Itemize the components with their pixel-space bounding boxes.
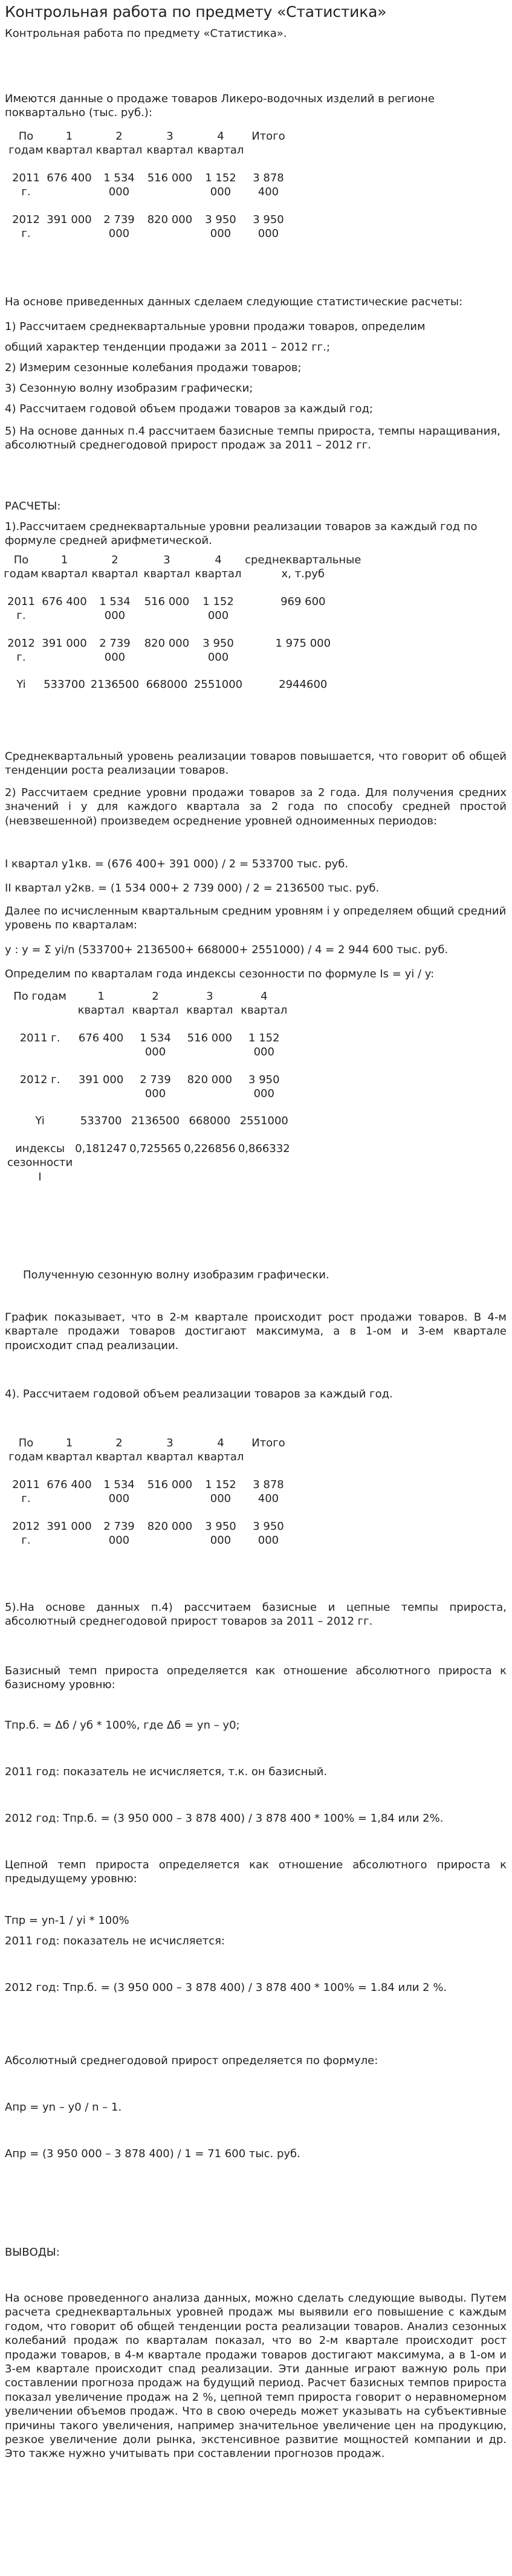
- table-row: [7, 1519, 291, 1548]
- task-item: общий характер тенденции продажи за 2011 – 2012 гг.;: [5, 341, 331, 354]
- table-cell: 2 739 000: [140, 1073, 171, 1100]
- table-header-cell: По годам: [8, 130, 44, 157]
- graph-intro: Полученную сезонную волну изобразим графически.: [23, 1269, 329, 1281]
- table-cell: 2011 г.: [12, 171, 40, 199]
- task-item: 2) Измерим сезонные колебания продажи товаров;: [5, 361, 302, 374]
- table-cell: 2551000: [239, 1115, 288, 1128]
- table-header-cell: 3 квартал: [146, 1437, 193, 1464]
- base-growth-formula: Tпр.б. = Δб / yб * 100%, где Δб = yn – y0;: [5, 1719, 240, 1732]
- table-row: [7, 1478, 291, 1506]
- table-cell: 676 400: [42, 595, 87, 608]
- table-header-row: [7, 1436, 291, 1464]
- table-header-cell: 2 квартал: [132, 990, 179, 1017]
- table-cell: 1 152 000: [205, 1478, 236, 1506]
- table-cell: 1 534 000: [140, 1031, 171, 1059]
- table-cell: 1 534 000: [99, 595, 131, 623]
- table-header-cell: 1 квартал: [41, 554, 88, 581]
- overall-average-paragraph: Далее по исчисленным квартальным средним уровням i у определяем общий средний уровень по кварталам:: [5, 905, 507, 932]
- table-cell: 820 000: [187, 1073, 233, 1086]
- table-cell: 516 000: [187, 1031, 233, 1044]
- page-title: Контрольная работа по предмету «Статистика»: [5, 3, 387, 21]
- absolute-growth-definition: Абсолютный среднегодовой прирост определяется по формуле:: [5, 2054, 378, 2067]
- table-cell: 516 000: [147, 1478, 193, 1491]
- table-cell: 3 950 000: [205, 213, 236, 240]
- table-header-cell: 2 квартал: [91, 554, 138, 581]
- table-cell: 2 739 000: [99, 636, 131, 664]
- table-cell: 1 152 000: [248, 1031, 280, 1059]
- table-cell: 391 000: [47, 213, 92, 226]
- table-header-cell: 4 квартал: [195, 554, 242, 581]
- table-cell: 533700: [44, 678, 85, 691]
- overall-average-formula: y : y = Σ yi/n (533700+ 2136500+ 668000+ 2551000) / 4 = 2 944 600 тыс. руб.: [5, 943, 449, 956]
- table-header-row: [2, 553, 362, 581]
- seasonality-index-paragraph: Определим по кварталам года индексы сезонности по формуле Is = yi / y:: [5, 968, 435, 980]
- table-cell: 3 878 400: [253, 171, 284, 199]
- table-cell: 2136500: [131, 1115, 180, 1128]
- trend-paragraph: Среднеквартальный уровень реализации товаров повышается, что говорит об общей тенденции роста реализации товаров.: [5, 750, 507, 777]
- table-cell: 2944600: [279, 678, 328, 691]
- table-header-cell: 4 квартал: [197, 1437, 244, 1464]
- table-header-cell: 3 квартал: [146, 130, 193, 157]
- conclusions-heading: ВЫВОДЫ:: [5, 2246, 60, 2259]
- table-cell: 2012 г.: [12, 1519, 40, 1547]
- table-row: [2, 595, 362, 623]
- table-header-cell: 1 квартал: [46, 1437, 92, 1464]
- table-cell: 676 400: [47, 171, 92, 184]
- table-header-cell: Итого: [251, 1437, 285, 1449]
- table-cell: 2011 г.: [7, 595, 35, 623]
- table-cell: 1 152 000: [205, 171, 236, 199]
- table-header-row: [7, 129, 291, 158]
- table-row: [6, 1114, 291, 1128]
- calc2-paragraph: 2) Рассчитаем средние уровни продажи товаров за 2 года. Для получения средних значений i у для каждого квартала за 2 года по способу средней простой (невзвешенной) произведем осреднение уровней одноименных периодов:: [5, 786, 507, 827]
- table-cell: 820 000: [147, 1519, 193, 1533]
- table-cell: 391 000: [47, 1519, 92, 1533]
- table-cell: 2 739 000: [103, 1519, 135, 1547]
- table-cell: 3 878 400: [253, 1478, 284, 1506]
- graph-description: График показывает, что в 2-м квартале происходит рост продажи товаров. В 4-м квартале продажи товаров достигают максимума, а в 1-ом и 3-ем квартале происходит спад реализации.: [5, 1311, 507, 1352]
- table-header-cell: По годам: [13, 990, 66, 1003]
- table-header-cell: По годам: [4, 554, 39, 581]
- table-cell: 0,866332: [238, 1142, 290, 1155]
- chain-growth-formula: Tпр = yn-1 / yi * 100%: [5, 1914, 129, 1927]
- table-cell: 3 950 000: [253, 213, 284, 240]
- table-cell: 0,725565: [129, 1142, 181, 1155]
- average-levels-table: [2, 553, 362, 692]
- table-cell: 0,226856: [183, 1142, 236, 1155]
- table-cell: 2012 г.: [19, 1073, 60, 1086]
- base-growth-2012: 2012 год: Tпр.б. = (3 950 000 – 3 878 400) / 3 878 400 * 100% = 1,84 или 2%.: [5, 1812, 444, 1825]
- table-cell: 676 400: [78, 1031, 124, 1044]
- table-cell: 3 950 000: [248, 1073, 280, 1100]
- table-cell: 2011 г.: [12, 1478, 40, 1506]
- table-cell: 3 950 000: [205, 1519, 236, 1547]
- tasks-intro: На основе приведенных данных сделаем следующие статистические расчеты:: [5, 296, 463, 308]
- table-cell: 1 534 000: [103, 171, 135, 199]
- table-header-cell: 3 квартал: [186, 990, 233, 1017]
- table-cell: Yi: [35, 1115, 45, 1128]
- absolute-growth-formula: Aпр = yn – y0 / n – 1.: [5, 2101, 122, 2114]
- table-header-cell: 4 квартал: [241, 990, 288, 1017]
- base-growth-2011: 2011 год: показатель не исчисляется, т.к. он базисный.: [5, 1765, 328, 1778]
- table-row: [7, 213, 291, 241]
- chain-growth-definition: Цепной темп прироста определяется как отношение абсолютного прироста к предыдущему уровню:: [5, 1859, 507, 1886]
- table-header-cell: 2 квартал: [96, 1437, 143, 1464]
- task-item: 3) Сезонную волну изобразим графически;: [5, 382, 253, 395]
- intro-paragraph: Имеются данные о продаже товаров Ликеро-водочных изделий в регионе поквартально (тыс. руб.):: [5, 92, 435, 120]
- chain-growth-2011: 2011 год: показатель не исчисляется:: [5, 1935, 225, 1947]
- subtitle: Контрольная работа по предмету «Статистика».: [5, 27, 287, 40]
- tasks-list: [5, 317, 507, 453]
- seasonality-table: [6, 989, 291, 1184]
- absolute-growth-calculation: Aпр = (3 950 000 – 3 878 400) / 1 = 71 600 тыс. руб.: [5, 2147, 300, 2160]
- table-row: [7, 171, 291, 199]
- table-header-row: [6, 989, 291, 1018]
- task-item: 5) На основе данных п.4 рассчитаем базисные темпы прироста, темпы наращивания, абсолютный среднегодовой прирост продаж за 2011 – 2012 гг.: [5, 425, 501, 452]
- quarter1-average: I квартал y1кв. = (676 400+ 391 000) / 2 = 533700 тыс. руб.: [5, 858, 349, 870]
- calc4-paragraph: 4). Рассчитаем годовой объем реализации товаров за каждый год.: [5, 1388, 393, 1400]
- table-cell: 1 534 000: [103, 1478, 135, 1506]
- conclusions-paragraph: На основе проведенного анализа данных, можно сделать следующие выводы. Путем расчета среднеквартальных уровней продаж мы выявили его повышение с каждым годом, что говорит об общей тенденции роста реализации товаров. Анализ сезонных колебаний продаж по кварталам показал, что во 2-м квартале происходит рост продажи товаров, в 4-м квартале продажи товаров достигают максимума, а в 1-ом и 3-ем квартале происходит спад реализации. Эти данные играют важную роль при составлении прогноза продаж на будущий период. Расчет базисных темпов прироста показал увеличение продаж на 2 %, цепной темп прироста говорит о неравномерном увеличении объемов продаж. Что в свою очередь может указывать на субъективные причины такого увеличения, например значительное увеличение цен на продукцию, резкое увеличение доли рынка, экстенсивное развитие мощностей компании и др. Это также нужно учитывать при составлении прогнозов продаж.: [5, 2292, 507, 2461]
- table-row: [6, 1031, 291, 1060]
- table-cell: 1 152 000: [203, 595, 234, 623]
- table-cell: индексы сезонности I: [7, 1142, 73, 1183]
- table-cell: Yi: [16, 678, 26, 691]
- task-item: 4) Рассчитаем годовой объем продажи товаров за каждый год;: [5, 403, 373, 415]
- table-row: [6, 1073, 291, 1101]
- task-item: 1) Рассчитаем среднеквартальные уровни продажи товаров, определим: [5, 320, 426, 333]
- table-header-cell: 3 квартал: [143, 554, 190, 581]
- table-cell: 969 600: [280, 595, 326, 608]
- table-header-cell: 2 квартал: [96, 130, 143, 157]
- table-cell: 820 000: [144, 636, 190, 650]
- table-cell: 391 000: [78, 1073, 124, 1086]
- table-cell: 0,181247: [75, 1142, 128, 1155]
- table-cell: 820 000: [147, 213, 193, 226]
- table-cell: 1 975 000: [275, 636, 331, 650]
- table-cell: 3 950 000: [253, 1519, 284, 1547]
- sales-table: [7, 129, 291, 241]
- quarter2-average: II квартал y2кв. = (1 534 000+ 2 739 000) / 2 = 2136500 тыс. руб.: [5, 882, 380, 895]
- table-cell: 3 950 000: [203, 636, 234, 664]
- calculations-heading: РАСЧЕТЫ:: [5, 500, 61, 513]
- table-header-cell: 1 квартал: [46, 130, 92, 157]
- table-cell: 2136500: [90, 678, 140, 691]
- table-cell: 516 000: [147, 171, 193, 184]
- table-cell: 668000: [146, 678, 188, 691]
- table-cell: 676 400: [47, 1478, 92, 1491]
- table-row: [2, 636, 362, 665]
- table-cell: 516 000: [144, 595, 190, 608]
- table-cell: 2012 г.: [12, 213, 40, 240]
- table-row: [2, 678, 362, 691]
- table-header-cell: Итого: [251, 130, 285, 143]
- base-growth-definition: Базисный темп прироста определяется как отношение абсолютного прироста к базисному уровню:: [5, 1665, 507, 1692]
- table-cell: 2011 г.: [19, 1031, 60, 1044]
- table-header-cell: среднеквартальные х, т.руб: [245, 554, 361, 581]
- table-cell: 2012 г.: [7, 636, 35, 664]
- annual-volume-table: [7, 1436, 291, 1547]
- table-cell: 2551000: [193, 678, 243, 691]
- calc5-paragraph: 5).На основе данных п.4) рассчитаем базисные и цепные темпы прироста, абсолютный среднегодовой прирост товаров за 2011 – 2012 гг.: [5, 1601, 507, 1628]
- table-cell: 533700: [80, 1115, 122, 1128]
- table-header-cell: По годам: [8, 1437, 44, 1464]
- chain-growth-2012: 2012 год: Tпр.б. = (3 950 000 – 3 878 400) / 3 878 400 * 100% = 1.84 или 2 %.: [5, 1981, 447, 1994]
- table-cell: 391 000: [42, 636, 87, 650]
- table-header-cell: 1 квартал: [77, 990, 125, 1017]
- table-cell: 2 739 000: [103, 213, 135, 240]
- table-cell: 668000: [189, 1115, 231, 1128]
- calc1-paragraph: 1).Рассчитаем среднеквартальные уровни реализации товаров за каждый год по формуле средней арифметической.: [5, 520, 478, 548]
- table-header-cell: 4 квартал: [197, 130, 244, 157]
- table-row: [6, 1142, 291, 1184]
